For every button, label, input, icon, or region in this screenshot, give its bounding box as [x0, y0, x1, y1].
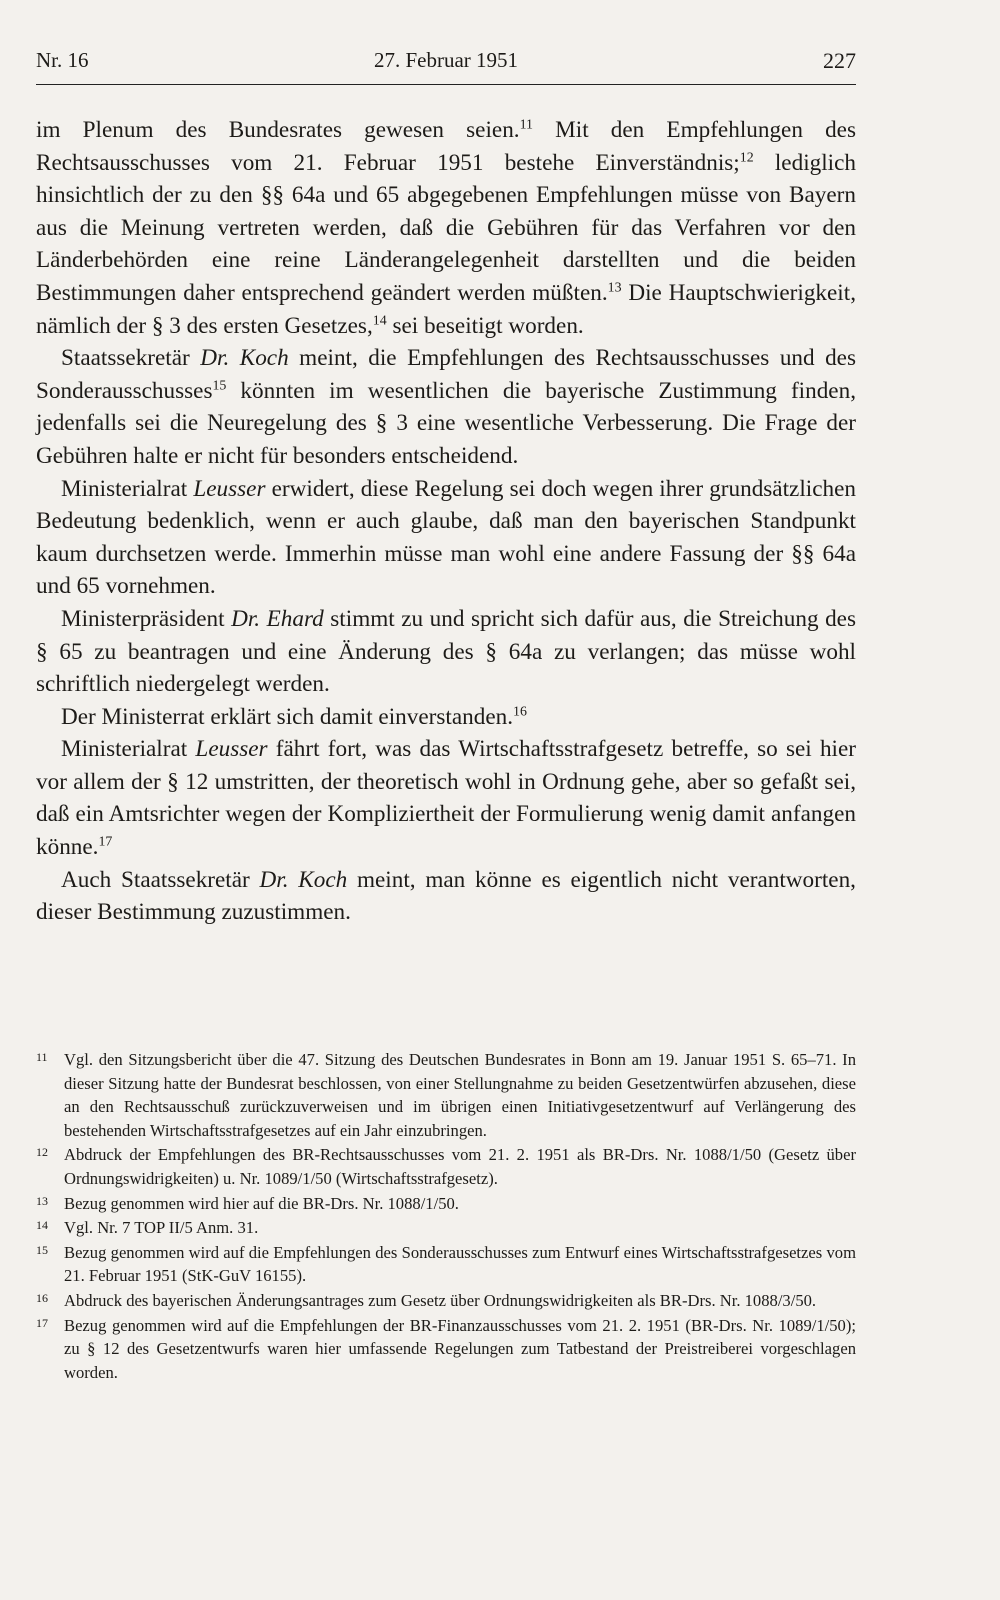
body-text-run: könnten im wesentlichen die bayerische Zustimmung finden, jedenfalls sei die Neuregelung des § 3 eine wesentliche Verbesserung. Die Frage der Gebühren halte er nicht für besonders entscheidend. — [36, 377, 856, 469]
body-text-run: Ministerialrat — [61, 475, 194, 502]
footnote — [36, 1289, 856, 1313]
footnote-text: Vgl. den Sitzungsbericht über die 47. Sitzung des Deutschen Bundesrates in Bonn am 19. Januar 1951 S. 65–71. In dieser Sitzung hatte der Bundesrat beschlossen, von einer Stellungnahme zu beiden Gesetzentwürfen abzusehen, diese an den Rechtsausschuß zurückzuverweisen und im übrigen einen Initiativgesetzentwurf auf Verlängerung des bestehenden Wirtschaftsstrafgesetzes auf ein Jahr einzubringen. — [64, 1050, 856, 1140]
footnote-ref: 14 — [372, 313, 387, 329]
body-paragraph — [36, 864, 856, 929]
body-text-run: lediglich hinsichtlich der zu den §§ 64a und 65 abgegebenen Empfehlungen müsse von Bayern aus die Meinung vertreten werden, daß die Gebühren für das Verfahren vor den Länderbehörden eine reine Länderangelegenheit darstellten und die beiden Bestimmungen daher entsprechend geändert werden müßten. — [36, 149, 857, 306]
footnote-ref: 13 — [607, 280, 622, 296]
issue-number: Nr. 16 — [36, 48, 89, 72]
body-text-run: stimmt zu und spricht sich dafür aus, die Streichung des § 65 zu beantragen und eine Änderung des § 64a zu verlangen; das müsse wohl schriftlich niedergelegt werden. — [36, 605, 856, 698]
body-paragraph — [36, 603, 856, 701]
header-rule — [36, 84, 856, 85]
speaker-name: Dr. Koch — [200, 345, 289, 372]
footnote-ref: 15 — [212, 378, 227, 394]
footnote-text: Bezug genommen wird auf die Empfehlungen der BR-Finanzausschusses vom 21. 2. 1951 (BR-Drs. Nr. 1089/1/50); zu § 12 des Gesetzentwurfs waren hier umfassende Regelungen zum Tatbestand der Preistreiberei vorgeschlagen worden. — [64, 1315, 856, 1382]
footnote — [36, 1314, 856, 1385]
footnote-text: Abdruck des bayerischen Änderungsantrages zum Gesetz über Ordnungswidrigkeiten als BR-Drs. Nr. 1088/3/50. — [64, 1290, 817, 1310]
body-text — [36, 114, 856, 929]
footnote-ref: 11 — [519, 117, 533, 133]
footnote — [36, 1216, 856, 1240]
footnotes — [36, 1048, 856, 1385]
body-text-run: Auch Staatssekretär — [61, 866, 260, 893]
footnote — [36, 1192, 856, 1216]
footnote-text: Abdruck der Empfehlungen des BR-Rechtsausschusses vom 21. 2. 1951 als BR-Drs. Nr. 1088/1/50 (Gesetz über Ordnungswidrigkeiten) u. Nr. 1089/1/50 (Wirtschaftsstrafgesetz). — [64, 1145, 856, 1188]
footnote-number: 15 — [36, 1242, 48, 1257]
speaker-name: Leusser — [195, 736, 268, 763]
body-paragraph — [36, 473, 856, 603]
footnote-number: 17 — [36, 1315, 48, 1330]
footnote-text: Vgl. Nr. 7 TOP II/5 Anm. 31. — [64, 1218, 259, 1238]
body-text-run: Staatssekretär — [61, 345, 201, 372]
body-text-run: Die Hauptschwierigkeit, nämlich der § 3 des ersten Gesetzes, — [36, 279, 856, 339]
body-text-run: fährt fort, was das Wirtschaftsstrafgesetz betreffe, so sei hier vor allem der § 12 umstritten, der theoretisch wohl in Ordnung gehe, aber so gefaßt sei, daß ein Amtsrichter wegen der Kompliziertheit der Formulierung wenig damit anfangen könne. — [36, 736, 856, 861]
footnote-ref: 17 — [98, 834, 113, 850]
running-header — [36, 48, 856, 82]
footnote-number: 11 — [36, 1050, 48, 1064]
footnote-text: Bezug genommen wird hier auf die BR-Drs. Nr. 1088/1/50. — [64, 1193, 459, 1213]
header-date: 27. Februar 1951 — [373, 48, 519, 72]
footnote-ref: 16 — [513, 704, 527, 720]
body-text-run: Ministerialrat — [61, 736, 196, 763]
footnote-text: Bezug genommen wird auf die Empfehlungen des Sonderausschusses zum Entwurf eines Wirtschaftsstrafgesetzes vom 21. Februar 1951 (StK-GuV 16155). — [64, 1242, 856, 1286]
page-number: 227 — [823, 48, 856, 73]
body-text-run: sei beseitigt worden. — [386, 312, 584, 339]
footnote — [36, 1241, 856, 1288]
body-text-run: Ministerpräsident — [61, 605, 232, 632]
body-text-run: meint, man könne es eigentlich nicht verantworten, dieser Bestimmung zuzustimmen. — [36, 866, 856, 926]
body-paragraph — [36, 701, 856, 734]
footnote — [36, 1048, 856, 1142]
body-text-run: meint, die Empfehlungen des Rechtsausschusses und des Sonderausschusses — [36, 345, 856, 404]
speaker-name: Leusser — [193, 475, 266, 502]
footnote-number: 14 — [36, 1218, 48, 1233]
speaker-name: Dr. Koch — [259, 866, 348, 893]
body-text-run: Mit den Empfehlungen des Rechtsausschusses vom 21. Februar 1951 bestehe Einverständnis; — [36, 117, 856, 176]
footnote-number: 12 — [36, 1145, 48, 1160]
footnote-number: 16 — [36, 1290, 48, 1305]
body-text-run: erwidert, diese Regelung sei doch wegen ihrer grundsätzlichen Bedeutung bedenklich, wenn er auch glaube, daß man den bayerischen Standpunkt kaum durchsetzen werde. Immerhin müsse man wohl eine andere Fassung der §§ 64a und 65 vornehmen. — [36, 475, 856, 600]
body-paragraph — [36, 342, 856, 472]
footnote-ref: 12 — [739, 150, 754, 166]
body-paragraph — [36, 733, 856, 863]
body-paragraph — [36, 114, 856, 342]
footnote-number: 13 — [36, 1193, 48, 1208]
body-text-run: im Plenum des Bundesrates gewesen seien. — [36, 117, 520, 143]
body-text-run: Der Ministerrat erklärt sich damit einverstanden. — [61, 703, 513, 730]
speaker-name: Dr. Ehard — [231, 605, 324, 632]
footnote — [36, 1143, 856, 1190]
